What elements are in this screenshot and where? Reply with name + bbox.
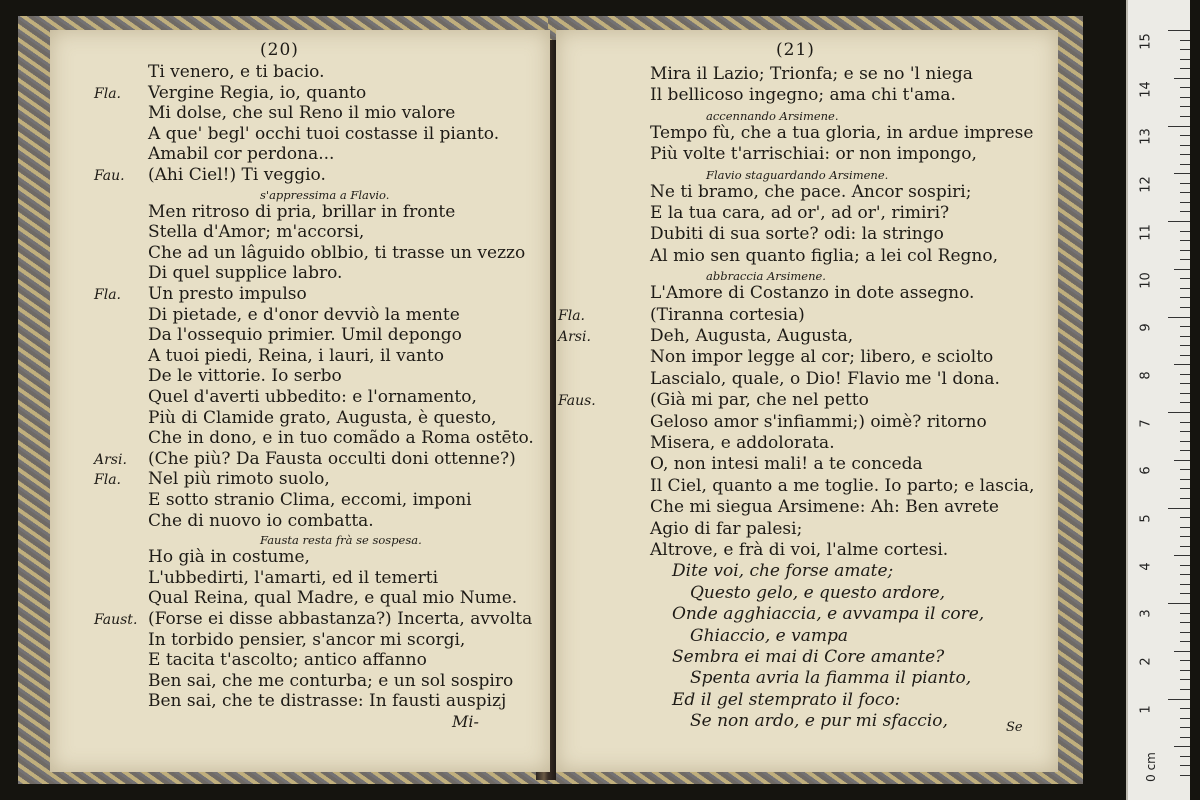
speaker-name: Fla.: [94, 287, 121, 303]
ruler-tick: [1168, 221, 1190, 222]
ruler-tick: [1180, 632, 1190, 633]
ruler-tick: [1180, 689, 1190, 690]
text-line: Vergine Regia, io, quanto: [148, 82, 367, 103]
text-line: (Tiranna cortesia): [650, 304, 805, 325]
text-line: (Che più? Da Fausta occulti doni ottenne?): [148, 448, 516, 469]
ruler-tick: [1174, 651, 1190, 652]
text-line: Il bellicoso ingegno; ama chi t'ama.: [650, 85, 956, 106]
ruler-tick: [1180, 59, 1190, 60]
ruler-tick: [1180, 517, 1190, 518]
ruler-tick: [1180, 422, 1190, 423]
ruler-tick: [1180, 97, 1190, 98]
ruler-tick: [1168, 603, 1190, 604]
text-line: Men ritroso di pria, brillar in fronte: [148, 201, 456, 222]
ruler-label: 6: [1138, 466, 1154, 475]
ruler-tick: [1180, 584, 1190, 585]
text-line: Nel più rimoto suolo,: [148, 469, 330, 490]
text-line: Al mio sen quanto figlia; a lei col Regno,: [650, 245, 999, 266]
ruler-tick: [1180, 727, 1190, 728]
speaker-name: Fla.: [94, 472, 121, 489]
ruler-label: 7: [1138, 418, 1154, 428]
ruler-tick: [1180, 679, 1190, 680]
text-line: (Ahi Ciel!) Ti veggio.: [148, 165, 326, 185]
ruler-tick: [1174, 746, 1190, 747]
ruler-label: 12: [1138, 176, 1154, 193]
ruler-label: 14: [1138, 80, 1154, 98]
text-line: A tuoi piedi, Reina, i lauri, il vanto: [148, 345, 444, 366]
text-line: E la tua cara, ad or', ad or', rimiri?: [650, 203, 950, 223]
ruler-tick: [1180, 546, 1190, 547]
text-line: Onde agghiaccia, e avvampa il core,: [672, 604, 985, 625]
text-line: Che mi siegua Arsimene: Ah: Ben avrete: [650, 497, 999, 518]
ruler-tick: [1180, 345, 1190, 346]
ruler-tick: [1180, 450, 1190, 451]
ruler-tick: [1180, 164, 1190, 165]
text-line: L'ubbedirti, l'amarti, ed il temerti: [148, 567, 439, 588]
ruler-tick: [1180, 374, 1190, 375]
text-line: Geloso amor s'infiammi;) oimè? ritorno: [650, 411, 987, 432]
text-line: Sembra ei mai di Core amante?: [672, 647, 945, 667]
text-line: E tacita t'ascolto; antico affanno: [148, 650, 427, 671]
ruler-tick: [1180, 145, 1190, 146]
stage-direction: Flavio staguardando Arsimene.: [706, 167, 889, 182]
ruler-tick: [1180, 383, 1190, 384]
text-line: Ne ti bramo, che pace. Ancor sospiri;: [650, 181, 972, 202]
ruler-tick: [1180, 565, 1190, 566]
text-line: In torbido pensier, s'ancor mi scorgi,: [148, 629, 466, 650]
ruler-tick: [1168, 699, 1190, 700]
ruler-label: 8: [1138, 371, 1154, 380]
speaker-name: Arsi.: [94, 451, 127, 468]
ruler-tick: [1180, 40, 1190, 41]
ruler-label: 2: [1138, 657, 1154, 666]
ruler-tick: [1180, 622, 1190, 623]
stage-direction: accennando Arsimene.: [706, 108, 839, 123]
text-line: Mi dolse, che sul Reno il mio valore: [148, 103, 456, 124]
ruler-tick: [1180, 355, 1190, 356]
ruler-tick: [1180, 135, 1190, 136]
stage-direction: Fausta resta frà se sospesa.: [260, 533, 422, 548]
speaker-name: Fla.: [94, 85, 121, 102]
ruler-tick: [1180, 641, 1190, 642]
text-line: Che ad un lâguido oblbio, ti trasse un vezzo: [148, 242, 526, 263]
text-line: Che di nuovo io combatta.: [148, 510, 374, 531]
text-line: Deh, Augusta, Augusta,: [650, 326, 854, 346]
text-line: De le vittorie. Io serbo: [148, 366, 342, 387]
ruler-tick: [1180, 775, 1190, 776]
catchword: Se: [1006, 720, 1023, 735]
text-line: Misera, e addolorata.: [650, 433, 835, 453]
text-line: Di pietade, e d'onor devviò la mente: [148, 304, 460, 325]
speaker-name: Arsi.: [558, 329, 591, 345]
ruler-label: 3: [1138, 609, 1154, 619]
ruler-tick: [1174, 78, 1190, 79]
ruler-tick: [1180, 441, 1190, 442]
ruler-tick: [1180, 660, 1190, 661]
ruler-tick: [1180, 116, 1190, 117]
text-line: Più di Clamide grato, Augusta, è questo,: [148, 407, 497, 428]
speaker-name: Faust.: [94, 612, 138, 628]
ruler-tick: [1180, 183, 1190, 184]
ruler-tick: [1174, 269, 1190, 270]
ruler-tick: [1180, 68, 1190, 69]
ruler-label: 10: [1138, 271, 1154, 289]
ruler-tick: [1174, 555, 1190, 556]
ruler-tick: [1180, 297, 1190, 298]
text-line: Quel d'averti ubbedito: e l'ornamento,: [148, 387, 477, 407]
ruler-tick: [1180, 278, 1190, 279]
ruler-tick: [1180, 479, 1190, 480]
text-line: Di quel supplice labro.: [148, 263, 343, 284]
ruler-tick: [1168, 508, 1190, 509]
ruler-tick: [1180, 756, 1190, 757]
text-line: Dubiti di sua sorte? odi: la stringo: [650, 224, 944, 245]
ruler-tick: [1180, 402, 1190, 403]
left-page: [50, 30, 550, 772]
page-number: (20): [260, 40, 299, 60]
text-line: Più volte t'arrischiai: or non impongo,: [650, 144, 977, 165]
text-line: Ben sai, che te distrasse: In fausti auspizj: [148, 691, 507, 712]
right-page: [556, 30, 1058, 772]
ruler-label: 5: [1138, 514, 1154, 523]
ruler-tick: [1168, 126, 1190, 127]
text-line: Stella d'Amor; m'accorsi,: [148, 222, 365, 243]
ruler-tick: [1180, 49, 1190, 50]
text-line: Ti venero, e ti bacio.: [148, 62, 325, 82]
text-line: Il Ciel, quanto a me toglie. Io parto; e lascia,: [650, 475, 1035, 496]
ruler-tick: [1180, 307, 1190, 308]
ruler-tick: [1168, 412, 1190, 413]
text-line: Amabil cor perdona...: [148, 144, 335, 165]
measuring-ruler: [1126, 0, 1190, 800]
text-line: Da l'ossequio primier. Umil depongo: [148, 325, 462, 346]
text-line: Ho già in costume,: [148, 547, 310, 568]
text-line: Questo gelo, e questo ardore,: [690, 582, 946, 603]
text-line: O, non intesi mali! a te conceda: [650, 454, 923, 475]
text-line: Mira il Lazio; Trionfa; e se no 'l niega: [650, 64, 973, 84]
text-line: Tempo fù, che a tua gloria, in ardue imprese: [650, 122, 1034, 143]
ruler-tick: [1180, 106, 1190, 107]
ruler-tick: [1180, 708, 1190, 709]
text-line: (Già mi par, che nel petto: [650, 390, 869, 411]
stage-direction: s'appressima a Flavio.: [260, 187, 390, 202]
text-line: Un presto impulso: [148, 284, 307, 304]
ruler-tick: [1180, 240, 1190, 241]
text-line: Spenta avria la fiamma il pianto,: [690, 668, 972, 689]
text-line: A que' begl' occhi tuoi costasse il pianto.: [148, 123, 500, 144]
speaker-name: Fau.: [94, 168, 125, 184]
ruler-tick: [1180, 527, 1190, 528]
ruler-tick: [1180, 469, 1190, 470]
ruler-tick: [1180, 192, 1190, 193]
ruler-tick: [1180, 154, 1190, 155]
ruler-tick: [1180, 737, 1190, 738]
text-line: Se non ardo, e pur mi sfaccio,: [690, 711, 948, 732]
ruler-tick: [1180, 211, 1190, 212]
ruler-tick: [1174, 364, 1190, 365]
text-line: Ghiaccio, e vampa: [690, 625, 848, 646]
ruler-label: 15: [1138, 33, 1154, 50]
text-line: Qual Reina, qual Madre, e qual mio Nume.: [148, 588, 518, 609]
text-line: L'Amore di Costanzo in dote assegno.: [650, 283, 975, 304]
ruler-tick: [1180, 202, 1190, 203]
text-line: Ed il gel stemprato il foco:: [672, 689, 901, 710]
text-line: Dite voi, che forse amate;: [672, 561, 894, 582]
ruler-tick: [1180, 288, 1190, 289]
ruler-tick: [1180, 259, 1190, 260]
ruler-tick: [1180, 718, 1190, 719]
ruler-tick: [1168, 317, 1190, 318]
text-line: Non impor legge al cor; libero, e sciolto: [650, 347, 994, 368]
ruler-label: 4: [1138, 562, 1154, 571]
ruler-tick: [1180, 231, 1190, 232]
ruler-tick: [1180, 336, 1190, 337]
ruler-unit: 0 cm: [1143, 752, 1158, 782]
ruler-tick: [1180, 613, 1190, 614]
ruler-tick: [1174, 460, 1190, 461]
ruler-tick: [1180, 326, 1190, 327]
text-line: Lascialo, quale, o Dio! Flavio me 'l dona.: [650, 368, 1000, 389]
text-line: Altrove, e frà di voi, l'alme cortesi.: [650, 540, 949, 560]
text-line: Ben sai, che me conturba; e un sol sospiro: [148, 670, 514, 691]
ruler-tick: [1180, 488, 1190, 489]
text-line: Che in dono, e in tuo comãdo a Roma ostēto.: [148, 428, 534, 449]
catchword: Mi-: [452, 712, 479, 731]
ruler-label: 9: [1138, 323, 1154, 332]
ruler-tick: [1180, 593, 1190, 594]
ruler-tick: [1168, 30, 1190, 31]
ruler-tick: [1180, 574, 1190, 575]
ruler-label: 11: [1138, 224, 1154, 241]
ruler-tick: [1180, 87, 1190, 88]
ruler-label: 13: [1138, 128, 1154, 146]
ruler-tick: [1180, 498, 1190, 499]
page-number: (21): [776, 40, 815, 60]
ruler-tick: [1180, 536, 1190, 537]
ruler-tick: [1180, 250, 1190, 251]
text-line: Agio di far palesi;: [650, 518, 803, 539]
speaker-name: Fla.: [558, 307, 585, 324]
text-line: (Forse ei disse abbastanza?) Incerta, avvolta: [148, 609, 533, 629]
ruler-label: 1: [1138, 705, 1154, 714]
stage-direction: abbraccia Arsimene.: [706, 269, 826, 284]
ruler-tick: [1180, 670, 1190, 671]
ruler-tick: [1174, 173, 1190, 174]
ruler-tick: [1180, 393, 1190, 394]
ruler-tick: [1180, 431, 1190, 432]
ruler-tick: [1180, 765, 1190, 766]
text-line: E sotto stranio Clima, eccomi, imponi: [148, 490, 472, 510]
speaker-name: Faus.: [558, 393, 596, 410]
